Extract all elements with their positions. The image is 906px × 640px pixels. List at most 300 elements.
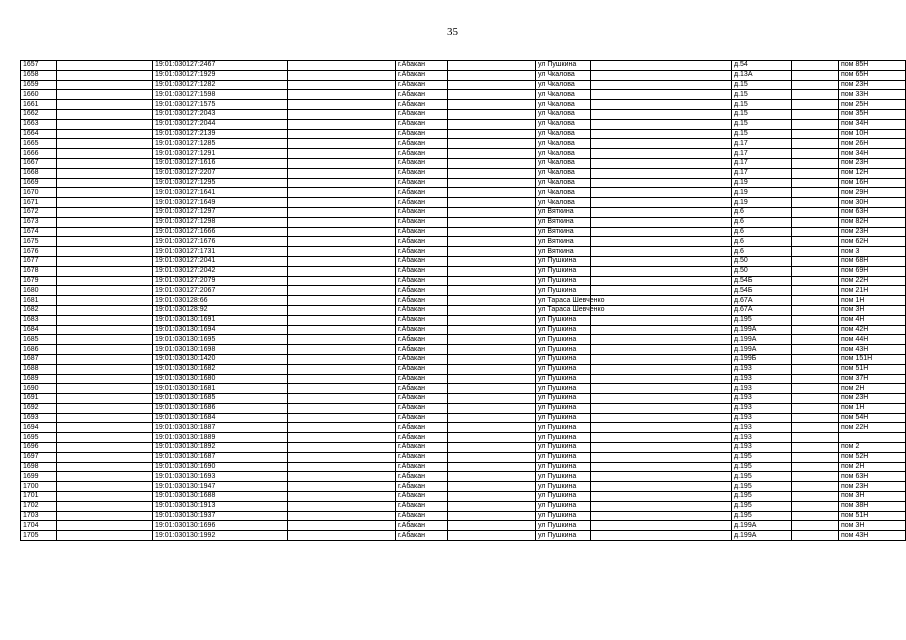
spacer-3 — [448, 109, 536, 119]
cadastral-number-cell: 19:01:030127:2043 — [153, 109, 288, 119]
cadastral-number-cell: 19:01:030127:1649 — [153, 198, 288, 208]
row-number-cell: 1703 — [21, 511, 57, 521]
city-cell: г.Абакан — [396, 296, 448, 306]
spacer-5 — [792, 256, 839, 266]
spacer-4 — [591, 247, 732, 257]
spacer-3 — [448, 158, 536, 168]
spacer-1 — [57, 452, 153, 462]
house-cell: д.54Б — [732, 276, 792, 286]
spacer-3 — [448, 129, 536, 139]
row-number-cell: 1685 — [21, 335, 57, 345]
spacer-3 — [448, 119, 536, 129]
cadastral-number-cell: 19:01:030127:1731 — [153, 247, 288, 257]
house-cell: д.199А — [732, 531, 792, 541]
house-cell: д.199Б — [732, 354, 792, 364]
spacer-2 — [288, 492, 396, 502]
room-cell: пом 12Н — [839, 168, 906, 178]
row-number-cell: 1680 — [21, 286, 57, 296]
house-cell: д.67А — [732, 296, 792, 306]
room-cell: пом 43Н — [839, 345, 906, 355]
street-cell: ул Чкалова — [536, 119, 591, 129]
row-number-cell: 1679 — [21, 276, 57, 286]
cadastral-number-cell: 19:01:030130:1992 — [153, 531, 288, 541]
city-cell: г.Абакан — [396, 462, 448, 472]
table-row — [21, 423, 906, 433]
cadastral-number-cell: 19:01:030127:1616 — [153, 158, 288, 168]
spacer-1 — [57, 472, 153, 482]
city-cell: г.Абакан — [396, 276, 448, 286]
table-row — [21, 90, 906, 100]
spacer-1 — [57, 100, 153, 110]
city-cell: г.Абакан — [396, 109, 448, 119]
spacer-2 — [288, 462, 396, 472]
spacer-1 — [57, 80, 153, 90]
street-cell: ул Пушкина — [536, 384, 591, 394]
room-cell: пом 22Н — [839, 423, 906, 433]
city-cell: г.Абакан — [396, 492, 448, 502]
cadastral-number-cell: 19:01:030130:1694 — [153, 325, 288, 335]
room-cell: пом 63Н — [839, 472, 906, 482]
house-cell: д.6 — [732, 207, 792, 217]
row-number-cell: 1695 — [21, 433, 57, 443]
city-cell: г.Абакан — [396, 70, 448, 80]
house-cell: д.195 — [732, 511, 792, 521]
spacer-1 — [57, 286, 153, 296]
table-row — [21, 482, 906, 492]
spacer-1 — [57, 403, 153, 413]
street-cell: ул Пушкина — [536, 501, 591, 511]
cadastral-number-cell: 19:01:030130:1693 — [153, 472, 288, 482]
street-cell: ул Пушкина — [536, 443, 591, 453]
spacer-5 — [792, 247, 839, 257]
house-cell: д.15 — [732, 119, 792, 129]
house-cell: д.6 — [732, 247, 792, 257]
street-cell: ул Чкалова — [536, 198, 591, 208]
street-cell: ул Вяткина — [536, 247, 591, 257]
house-cell: д.199А — [732, 521, 792, 531]
table-row — [21, 256, 906, 266]
table-row — [21, 384, 906, 394]
spacer-4 — [591, 501, 732, 511]
spacer-2 — [288, 482, 396, 492]
spacer-4 — [591, 207, 732, 217]
room-cell: пом 68Н — [839, 256, 906, 266]
city-cell: г.Абакан — [396, 256, 448, 266]
cadastral-number-cell: 19:01:030130:1695 — [153, 335, 288, 345]
spacer-1 — [57, 198, 153, 208]
spacer-1 — [57, 501, 153, 511]
room-cell: пом 1Н — [839, 296, 906, 306]
table-row — [21, 158, 906, 168]
spacer-4 — [591, 61, 732, 71]
room-cell: пом 62Н — [839, 237, 906, 247]
room-cell: пом 54Н — [839, 413, 906, 423]
spacer-5 — [792, 149, 839, 159]
spacer-1 — [57, 70, 153, 80]
spacer-2 — [288, 70, 396, 80]
city-cell: г.Абакан — [396, 433, 448, 443]
row-number-cell: 1677 — [21, 256, 57, 266]
row-number-cell: 1659 — [21, 80, 57, 90]
spacer-4 — [591, 109, 732, 119]
spacer-5 — [792, 325, 839, 335]
cadastral-number-cell: 19:01:030127:1282 — [153, 80, 288, 90]
spacer-4 — [591, 80, 732, 90]
spacer-4 — [591, 374, 732, 384]
city-cell: г.Абакан — [396, 305, 448, 315]
table-row — [21, 188, 906, 198]
spacer-3 — [448, 276, 536, 286]
room-cell: пом 34Н — [839, 149, 906, 159]
cadastral-number-cell: 19:01:030127:2044 — [153, 119, 288, 129]
spacer-5 — [792, 443, 839, 453]
table-row — [21, 266, 906, 276]
street-cell: ул Пушкина — [536, 276, 591, 286]
cadastral-number-cell: 19:01:030127:1641 — [153, 188, 288, 198]
spacer-4 — [591, 452, 732, 462]
spacer-4 — [591, 462, 732, 472]
row-number-cell: 1701 — [21, 492, 57, 502]
table-row — [21, 403, 906, 413]
spacer-2 — [288, 178, 396, 188]
spacer-3 — [448, 247, 536, 257]
spacer-3 — [448, 217, 536, 227]
room-cell: пом 30Н — [839, 198, 906, 208]
spacer-2 — [288, 129, 396, 139]
row-number-cell: 1687 — [21, 354, 57, 364]
table-row — [21, 276, 906, 286]
spacer-2 — [288, 452, 396, 462]
table-row — [21, 100, 906, 110]
row-number-cell: 1697 — [21, 452, 57, 462]
spacer-2 — [288, 501, 396, 511]
room-cell: пом 35Н — [839, 109, 906, 119]
spacer-2 — [288, 364, 396, 374]
spacer-5 — [792, 109, 839, 119]
house-cell: д.6 — [732, 237, 792, 247]
room-cell: пом 2Н — [839, 384, 906, 394]
spacer-3 — [448, 227, 536, 237]
row-number-cell: 1704 — [21, 521, 57, 531]
street-cell: ул Пушкина — [536, 462, 591, 472]
spacer-4 — [591, 237, 732, 247]
house-cell: д.193 — [732, 394, 792, 404]
spacer-4 — [591, 286, 732, 296]
street-cell: ул Пушкина — [536, 61, 591, 71]
spacer-2 — [288, 90, 396, 100]
street-cell: ул Чкалова — [536, 178, 591, 188]
spacer-1 — [57, 276, 153, 286]
table-row — [21, 364, 906, 374]
row-number-cell: 1664 — [21, 129, 57, 139]
table-row — [21, 521, 906, 531]
spacer-2 — [288, 276, 396, 286]
spacer-1 — [57, 443, 153, 453]
city-cell: г.Абакан — [396, 286, 448, 296]
spacer-3 — [448, 168, 536, 178]
spacer-4 — [591, 188, 732, 198]
house-cell: д.19 — [732, 188, 792, 198]
row-number-cell: 1674 — [21, 227, 57, 237]
city-cell: г.Абакан — [396, 501, 448, 511]
spacer-5 — [792, 521, 839, 531]
row-number-cell: 1694 — [21, 423, 57, 433]
house-cell: д.15 — [732, 90, 792, 100]
spacer-2 — [288, 354, 396, 364]
spacer-1 — [57, 394, 153, 404]
row-number-cell: 1702 — [21, 501, 57, 511]
spacer-2 — [288, 168, 396, 178]
house-cell: д.54Б — [732, 286, 792, 296]
cadastral-number-cell: 19:01:030127:2041 — [153, 256, 288, 266]
spacer-2 — [288, 158, 396, 168]
cadastral-number-cell: 19:01:030130:1887 — [153, 423, 288, 433]
row-number-cell: 1684 — [21, 325, 57, 335]
row-number-cell: 1681 — [21, 296, 57, 306]
spacer-4 — [591, 100, 732, 110]
spacer-2 — [288, 80, 396, 90]
table-row — [21, 129, 906, 139]
city-cell: г.Абакан — [396, 129, 448, 139]
spacer-5 — [792, 354, 839, 364]
house-cell: д.50 — [732, 256, 792, 266]
room-cell: пом 2 — [839, 443, 906, 453]
room-cell: пом 2Н — [839, 462, 906, 472]
table-row — [21, 511, 906, 521]
spacer-3 — [448, 345, 536, 355]
row-number-cell: 1689 — [21, 374, 57, 384]
spacer-1 — [57, 511, 153, 521]
cadastral-number-cell: 19:01:030130:1681 — [153, 384, 288, 394]
row-number-cell: 1676 — [21, 247, 57, 257]
row-number-cell: 1696 — [21, 443, 57, 453]
cadastral-number-cell: 19:01:030130:1690 — [153, 462, 288, 472]
spacer-4 — [591, 531, 732, 541]
house-cell: д.195 — [732, 482, 792, 492]
city-cell: г.Абакан — [396, 247, 448, 257]
row-number-cell: 1688 — [21, 364, 57, 374]
spacer-5 — [792, 70, 839, 80]
spacer-5 — [792, 227, 839, 237]
spacer-2 — [288, 207, 396, 217]
city-cell: г.Абакан — [396, 443, 448, 453]
house-cell: д.193 — [732, 374, 792, 384]
spacer-4 — [591, 364, 732, 374]
row-number-cell: 1699 — [21, 472, 57, 482]
street-cell: ул Чкалова — [536, 80, 591, 90]
cadastral-number-cell: 19:01:030130:1684 — [153, 413, 288, 423]
row-number-cell: 1705 — [21, 531, 57, 541]
spacer-1 — [57, 207, 153, 217]
street-cell: ул Вяткина — [536, 227, 591, 237]
spacer-1 — [57, 315, 153, 325]
spacer-1 — [57, 413, 153, 423]
house-cell: д.195 — [732, 462, 792, 472]
spacer-3 — [448, 286, 536, 296]
house-cell: д.199А — [732, 325, 792, 335]
row-number-cell: 1661 — [21, 100, 57, 110]
city-cell: г.Абакан — [396, 482, 448, 492]
house-cell: д.193 — [732, 364, 792, 374]
spacer-1 — [57, 139, 153, 149]
spacer-2 — [288, 198, 396, 208]
row-number-cell: 1693 — [21, 413, 57, 423]
spacer-1 — [57, 325, 153, 335]
house-cell: д.193 — [732, 433, 792, 443]
street-cell: ул Пушкина — [536, 266, 591, 276]
house-cell: д.19 — [732, 178, 792, 188]
spacer-5 — [792, 364, 839, 374]
house-cell: д.67А — [732, 305, 792, 315]
spacer-4 — [591, 433, 732, 443]
spacer-2 — [288, 384, 396, 394]
spacer-3 — [448, 198, 536, 208]
city-cell: г.Абакан — [396, 178, 448, 188]
house-cell: д.195 — [732, 452, 792, 462]
room-cell: пом 23Н — [839, 482, 906, 492]
spacer-2 — [288, 227, 396, 237]
house-cell: д.15 — [732, 109, 792, 119]
spacer-4 — [591, 335, 732, 345]
spacer-3 — [448, 443, 536, 453]
spacer-2 — [288, 247, 396, 257]
table-row — [21, 374, 906, 384]
cadastral-number-cell: 19:01:030130:1889 — [153, 433, 288, 443]
spacer-1 — [57, 384, 153, 394]
street-cell: ул Пушкина — [536, 345, 591, 355]
cadastral-number-cell: 19:01:030127:1297 — [153, 207, 288, 217]
spacer-3 — [448, 207, 536, 217]
row-number-cell: 1673 — [21, 217, 57, 227]
spacer-5 — [792, 90, 839, 100]
street-cell: ул Вяткина — [536, 237, 591, 247]
table-row — [21, 80, 906, 90]
city-cell: г.Абакан — [396, 394, 448, 404]
row-number-cell: 1682 — [21, 305, 57, 315]
cadastral-number-cell: 19:01:030130:1687 — [153, 452, 288, 462]
street-cell: ул Пушкина — [536, 531, 591, 541]
spacer-4 — [591, 168, 732, 178]
spacer-3 — [448, 178, 536, 188]
street-cell: ул Чкалова — [536, 70, 591, 80]
spacer-1 — [57, 364, 153, 374]
spacer-5 — [792, 168, 839, 178]
spacer-4 — [591, 149, 732, 159]
spacer-3 — [448, 364, 536, 374]
city-cell: г.Абакан — [396, 217, 448, 227]
spacer-5 — [792, 296, 839, 306]
cadastral-number-cell: 19:01:030127:2207 — [153, 168, 288, 178]
spacer-2 — [288, 511, 396, 521]
spacer-1 — [57, 256, 153, 266]
room-cell: пом 51Н — [839, 511, 906, 521]
cadastral-number-cell: 19:01:030127:1295 — [153, 178, 288, 188]
spacer-3 — [448, 237, 536, 247]
cadastral-number-cell: 19:01:030127:1929 — [153, 70, 288, 80]
spacer-4 — [591, 178, 732, 188]
spacer-3 — [448, 149, 536, 159]
table-row — [21, 296, 906, 306]
street-cell: ул Пушкина — [536, 286, 591, 296]
spacer-5 — [792, 266, 839, 276]
spacer-1 — [57, 423, 153, 433]
spacer-4 — [591, 305, 732, 315]
city-cell: г.Абакан — [396, 403, 448, 413]
room-cell: пом 82Н — [839, 217, 906, 227]
table-row — [21, 354, 906, 364]
street-cell: ул Пушкина — [536, 511, 591, 521]
page-number: 35 — [447, 26, 458, 38]
spacer-4 — [591, 413, 732, 423]
table-row — [21, 452, 906, 462]
street-cell: ул Пушкина — [536, 403, 591, 413]
cadastral-number-cell: 19:01:030130:1682 — [153, 364, 288, 374]
street-cell: ул Пушкина — [536, 423, 591, 433]
spacer-2 — [288, 345, 396, 355]
spacer-3 — [448, 384, 536, 394]
house-cell: д.193 — [732, 413, 792, 423]
spacer-5 — [792, 315, 839, 325]
spacer-5 — [792, 158, 839, 168]
spacer-1 — [57, 266, 153, 276]
spacer-2 — [288, 413, 396, 423]
cadastral-number-cell: 19:01:030130:1947 — [153, 482, 288, 492]
spacer-3 — [448, 100, 536, 110]
cadastral-number-cell: 19:01:030127:2467 — [153, 61, 288, 71]
house-cell: д.17 — [732, 158, 792, 168]
spacer-3 — [448, 413, 536, 423]
spacer-5 — [792, 345, 839, 355]
spacer-5 — [792, 119, 839, 129]
cadastral-number-cell: 19:01:030130:1892 — [153, 443, 288, 453]
city-cell: г.Абакан — [396, 364, 448, 374]
spacer-1 — [57, 178, 153, 188]
city-cell: г.Абакан — [396, 237, 448, 247]
table-row — [21, 168, 906, 178]
spacer-2 — [288, 315, 396, 325]
spacer-1 — [57, 119, 153, 129]
row-number-cell: 1700 — [21, 482, 57, 492]
spacer-1 — [57, 188, 153, 198]
room-cell: пом 44Н — [839, 335, 906, 345]
spacer-5 — [792, 129, 839, 139]
spacer-4 — [591, 227, 732, 237]
house-cell: д.193 — [732, 423, 792, 433]
table-row — [21, 286, 906, 296]
spacer-2 — [288, 296, 396, 306]
city-cell: г.Абакан — [396, 472, 448, 482]
city-cell: г.Абакан — [396, 158, 448, 168]
cadastral-number-cell: 19:01:030127:1598 — [153, 90, 288, 100]
house-cell: д.17 — [732, 168, 792, 178]
house-cell: д.50 — [732, 266, 792, 276]
cadastral-number-cell: 19:01:030130:1913 — [153, 501, 288, 511]
city-cell: г.Абакан — [396, 80, 448, 90]
street-cell: ул Пушкина — [536, 482, 591, 492]
city-cell: г.Абакан — [396, 413, 448, 423]
table-row — [21, 443, 906, 453]
room-cell: пом 65Н — [839, 70, 906, 80]
spacer-2 — [288, 531, 396, 541]
table-row — [21, 198, 906, 208]
city-cell: г.Абакан — [396, 61, 448, 71]
street-cell: ул Пушкина — [536, 325, 591, 335]
street-cell: ул Вяткина — [536, 217, 591, 227]
table-row — [21, 70, 906, 80]
spacer-4 — [591, 511, 732, 521]
street-cell: ул Тараса Шевченко — [536, 296, 591, 306]
spacer-5 — [792, 482, 839, 492]
